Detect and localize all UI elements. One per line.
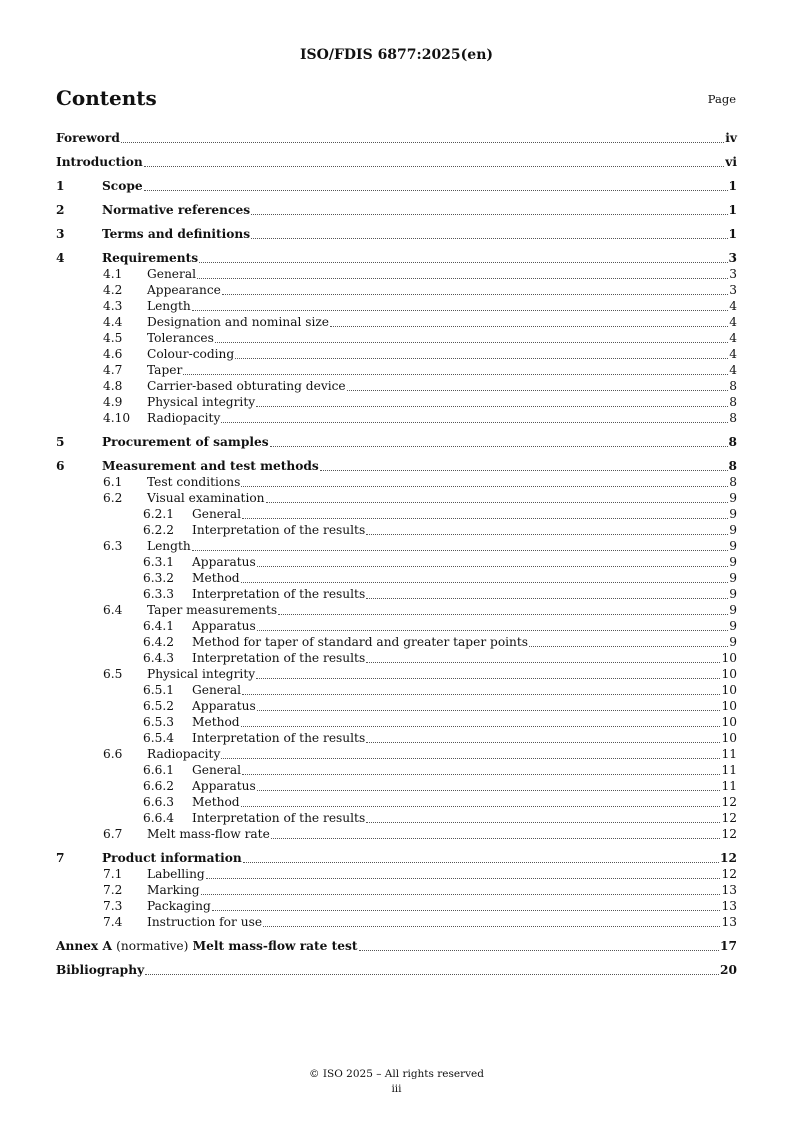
toc-entry-title	[192, 618, 256, 634]
toc-entry-title	[147, 866, 205, 882]
toc-entry[interactable]	[56, 762, 737, 778]
toc-dot-leader	[320, 469, 728, 471]
toc-entry[interactable]	[56, 746, 737, 762]
toc-entry-page: iv	[725, 131, 737, 145]
toc-entry-number: 6.5	[103, 667, 123, 681]
toc-entry-title	[147, 666, 255, 682]
toc-dot-leader	[257, 789, 721, 791]
toc-dot-leader	[241, 485, 728, 487]
toc-entry-title-text: Apparatus	[192, 555, 256, 569]
toc-entry-number: 6.3.1	[143, 555, 175, 569]
toc-entry-number: 4.6	[103, 347, 123, 361]
toc-entry-page: 1	[728, 179, 737, 193]
toc-entry-title	[102, 250, 198, 266]
toc-entry-number: 6.4.3	[143, 651, 175, 665]
toc-dot-leader	[366, 741, 720, 743]
toc-entry-page: 4	[729, 363, 737, 377]
toc-dot-leader	[270, 445, 728, 447]
toc-entry-number: 6.4.2	[143, 635, 175, 649]
toc-entry-title	[147, 746, 220, 762]
toc-entry-title-text: Designation and nominal size	[147, 315, 330, 329]
toc-entry-title	[147, 898, 211, 914]
toc-dot-leader	[257, 709, 721, 711]
toc-entry[interactable]	[56, 506, 737, 522]
toc-entry-page: 9	[729, 539, 737, 553]
toc-entry-title	[192, 522, 365, 538]
toc-dot-leader	[215, 341, 728, 343]
toc-entry-number: 2	[56, 203, 65, 217]
toc-entry-page: 9	[729, 507, 737, 521]
toc-entry-title-text: Terms and definitions	[102, 227, 251, 241]
toc-entry-title-text: Tolerances	[147, 331, 214, 345]
toc-entry-page: 13	[721, 883, 737, 897]
toc-entry[interactable]	[56, 226, 737, 242]
toc-entry-title	[102, 434, 269, 450]
toc-entry-title	[147, 298, 191, 314]
toc-entry-title-text: Procurement of samples	[102, 435, 269, 449]
toc-entry[interactable]	[56, 794, 737, 810]
toc-entry-page: 12	[721, 811, 737, 825]
toc-entry-title-text: Introduction	[56, 155, 143, 169]
toc-entry-page: 10	[721, 667, 737, 681]
toc-entry-title	[56, 962, 144, 978]
page-number: iii	[391, 1083, 402, 1095]
toc-entry[interactable]	[56, 570, 737, 586]
toc-entry[interactable]	[56, 346, 737, 362]
toc-dot-leader	[251, 237, 727, 239]
toc-entry-title	[102, 202, 250, 218]
toc-entry[interactable]	[56, 330, 737, 346]
toc-entry-title-text: Method	[192, 571, 240, 585]
toc-entry-page: 1	[728, 227, 737, 241]
toc-entry-number: 5	[56, 435, 65, 449]
toc-dot-leader	[366, 597, 728, 599]
toc-entry-number: 4.10	[103, 411, 131, 425]
toc-entry-number: 4.2	[103, 283, 123, 297]
toc-entry-title-text: Length	[147, 539, 191, 553]
toc-entry[interactable]	[56, 850, 737, 866]
toc-entry-number: 3	[56, 227, 65, 241]
toc-entry-page: vi	[725, 155, 737, 169]
toc-entry-title-text: Labelling	[147, 867, 205, 881]
toc-entry-page: 3	[729, 267, 737, 281]
toc-dot-leader	[192, 549, 729, 551]
toc-dot-leader	[192, 309, 729, 311]
toc-entry-title-text: Packaging	[147, 899, 211, 913]
toc-dot-leader	[235, 357, 728, 359]
toc-entry-page: 10	[721, 715, 737, 729]
toc-entry-title-text: Bibliography	[56, 963, 145, 977]
toc-dot-leader	[366, 661, 720, 663]
toc-entry-title-text: Marking	[147, 883, 200, 897]
toc-entry-title-text: Carrier-based obturating device	[147, 379, 346, 393]
toc-entry-page: 10	[721, 699, 737, 713]
toc-dot-leader	[257, 565, 728, 567]
toc-entry-title-text: Foreword	[56, 131, 120, 145]
toc-dot-leader	[366, 821, 720, 823]
toc-entry-title	[147, 410, 220, 426]
toc-entry[interactable]	[56, 130, 737, 146]
toc-entry-title-text: Measurement and test methods	[102, 459, 319, 473]
toc-entry-number: 6.5.1	[143, 683, 175, 697]
toc-entry-page: 8	[728, 435, 737, 449]
toc-entry-title-text: Requirements	[102, 251, 199, 265]
toc-entry-title-text: Interpretation of the results	[192, 523, 366, 537]
toc-entry-title	[147, 346, 234, 362]
toc-entry-title-text: Annex A	[56, 939, 112, 953]
toc-entry-number: 4.1	[103, 267, 123, 281]
toc-entry-title	[147, 266, 196, 282]
toc-entry-number: 6.1	[103, 475, 123, 489]
toc-entry[interactable]	[56, 866, 737, 882]
toc-entry-page: 11	[721, 779, 737, 793]
toc-entry-number: 4.3	[103, 299, 123, 313]
toc-entry-title-text: Colour-coding	[147, 347, 235, 361]
toc-entry-page: 9	[729, 555, 737, 569]
toc-dot-leader	[206, 877, 721, 879]
toc-entry[interactable]	[56, 282, 737, 298]
toc-entry-page: 13	[721, 899, 737, 913]
toc-entry-title-text: Length	[147, 299, 191, 313]
toc-entry-number: 7.1	[103, 867, 123, 881]
toc-entry-number: 6.6.2	[143, 779, 175, 793]
toc-entry-page: 8	[729, 395, 737, 409]
toc-entry-title	[147, 538, 191, 554]
contents-title: Contents	[56, 86, 157, 110]
toc-entry[interactable]	[56, 682, 737, 698]
toc-entry[interactable]	[56, 538, 737, 554]
toc-dot-leader	[242, 693, 720, 695]
toc-entry-title-text: General	[192, 507, 241, 521]
toc-entry-title-text: Taper measurements	[147, 603, 278, 617]
toc-entry-page: 8	[729, 379, 737, 393]
toc-dot-leader	[529, 645, 728, 647]
toc-entry-title-text: Visual examination	[147, 491, 265, 505]
toc-entry-title	[147, 330, 214, 346]
toc-entry-page: 3	[729, 283, 737, 297]
toc-entry-title	[147, 882, 200, 898]
toc-dot-leader	[145, 973, 719, 975]
toc-entry-title-text: Instruction for use	[147, 915, 263, 929]
toc-entry-title	[147, 314, 329, 330]
document-header: ISO/FDIS 6877:2025(en)	[299, 47, 493, 63]
annex-type-label: (normative)	[116, 939, 189, 953]
toc-dot-leader	[251, 213, 727, 215]
toc-entry-number: 1	[56, 179, 65, 193]
toc-dot-leader	[256, 405, 728, 407]
toc-entry-title	[192, 570, 240, 586]
toc-entry-title-text: Product information	[102, 851, 242, 865]
toc-entry-page: 9	[729, 523, 737, 537]
toc-dot-leader	[359, 949, 720, 951]
toc-entry[interactable]	[56, 154, 737, 170]
toc-entry-page: 4	[729, 331, 737, 345]
toc-entry-number: 4.8	[103, 379, 123, 393]
toc-entry-title-text: General	[192, 683, 241, 697]
toc-entry-title	[147, 914, 262, 930]
toc-entry-title	[147, 362, 182, 378]
toc-entry-number: 6	[56, 459, 65, 473]
toc-entry-page: 8	[729, 411, 737, 425]
toc-entry-number: 4	[56, 251, 65, 265]
toc-entry-title	[192, 794, 240, 810]
toc-entry-title	[102, 178, 143, 194]
toc-dot-leader	[266, 501, 729, 503]
toc-entry-page: 8	[729, 475, 737, 489]
toc-entry-title	[147, 490, 265, 506]
toc-entry-title	[192, 634, 528, 650]
toc-dot-leader	[201, 893, 721, 895]
toc-dot-leader	[256, 677, 720, 679]
toc-entry-number: 6.6.3	[143, 795, 175, 809]
toc-entry[interactable]	[56, 882, 737, 898]
toc-entry-title	[56, 938, 358, 954]
toc-entry[interactable]	[56, 522, 737, 538]
toc-dot-leader	[366, 533, 728, 535]
toc-entry-number: 7.3	[103, 899, 123, 913]
toc-entry-number: 7.2	[103, 883, 123, 897]
toc-entry[interactable]	[56, 250, 737, 266]
toc-entry-number: 6.5.2	[143, 699, 175, 713]
toc-entry[interactable]	[56, 666, 737, 682]
toc-entry-title-text: Method for taper of standard and greater taper points	[192, 635, 529, 649]
toc-dot-leader	[212, 909, 721, 911]
toc-entry-number: 6.4.1	[143, 619, 175, 633]
toc-entry[interactable]	[56, 410, 737, 426]
toc-entry-number: 6.4	[103, 603, 123, 617]
toc-dot-leader	[278, 613, 728, 615]
toc-entry-title	[192, 586, 365, 602]
toc-entry-title	[192, 554, 256, 570]
toc-entry-page: 4	[729, 315, 737, 329]
toc-entry[interactable]	[56, 618, 737, 634]
toc-entry[interactable]	[56, 602, 737, 618]
toc-dot-leader	[243, 861, 719, 863]
toc-entry-number: 6.7	[103, 827, 123, 841]
toc-entry-title-text: Radiopacity	[147, 747, 221, 761]
toc-dot-leader	[221, 421, 728, 423]
toc-entry[interactable]	[56, 554, 737, 570]
toc-entry-title-text: Interpretation of the results	[192, 731, 366, 745]
toc-dot-leader	[241, 725, 721, 727]
toc-entry-page: 13	[721, 915, 737, 929]
toc-entry-page: 9	[729, 619, 737, 633]
toc-dot-leader	[271, 837, 721, 839]
toc-entry-title-text: Apparatus	[192, 619, 256, 633]
toc-entry-title	[102, 458, 319, 474]
page-column-label: Page	[707, 92, 736, 106]
toc-dot-leader	[242, 773, 720, 775]
toc-entry-number: 7	[56, 851, 65, 865]
toc-dot-leader	[183, 373, 728, 375]
toc-entry-title-text: Apparatus	[192, 779, 256, 793]
toc-entry-page: 17	[720, 939, 737, 953]
toc-entry-title-text: General	[147, 267, 196, 281]
toc-entry-page: 4	[729, 299, 737, 313]
toc-entry-title	[192, 714, 240, 730]
toc-entry-title-text: Appearance	[147, 283, 221, 297]
table-of-contents	[56, 128, 737, 978]
toc-entry-title-text: Method	[192, 795, 240, 809]
toc-dot-leader	[257, 629, 728, 631]
toc-entry-title-text: Taper	[147, 363, 183, 377]
toc-entry-number: 6.3	[103, 539, 123, 553]
toc-entry[interactable]	[56, 914, 737, 930]
toc-entry-page: 9	[729, 571, 737, 585]
toc-entry-title	[192, 778, 256, 794]
toc-entry-page: 10	[721, 731, 737, 745]
toc-dot-leader	[242, 517, 728, 519]
toc-dot-leader	[330, 325, 728, 327]
toc-entry-title	[192, 698, 256, 714]
toc-entry[interactable]	[56, 778, 737, 794]
toc-entry-number: 4.5	[103, 331, 123, 345]
toc-entry-title	[192, 650, 365, 666]
toc-entry[interactable]	[56, 730, 737, 746]
toc-entry-title-text: Apparatus	[192, 699, 256, 713]
toc-entry-title	[147, 826, 270, 842]
toc-entry-number: 6.3.2	[143, 571, 175, 585]
toc-entry-page: 20	[720, 963, 737, 977]
toc-entry-number: 6.5.4	[143, 731, 175, 745]
toc-entry[interactable]	[56, 178, 737, 194]
toc-entry-title	[147, 282, 221, 298]
toc-entry-title	[102, 226, 250, 242]
toc-entry-page: 12	[721, 867, 737, 881]
toc-entry[interactable]	[56, 394, 737, 410]
toc-entry[interactable]	[56, 266, 737, 282]
toc-entry-title	[56, 130, 120, 146]
toc-entry[interactable]	[56, 698, 737, 714]
toc-entry-page: 1	[728, 203, 737, 217]
toc-entry[interactable]	[56, 938, 737, 954]
toc-entry-number: 6.6.4	[143, 811, 175, 825]
toc-entry-page: 12	[721, 795, 737, 809]
toc-entry-title-text: Physical integrity	[147, 667, 256, 681]
toc-entry-page: 9	[729, 587, 737, 601]
toc-entry[interactable]	[56, 962, 737, 978]
toc-entry[interactable]	[56, 298, 737, 314]
toc-entry[interactable]	[56, 826, 737, 842]
toc-entry[interactable]	[56, 458, 737, 474]
toc-entry-title-text: Radiopacity	[147, 411, 221, 425]
toc-entry-number: 6.2.2	[143, 523, 175, 537]
toc-entry-number: 6.6	[103, 747, 123, 761]
toc-entry-page: 9	[729, 635, 737, 649]
toc-entry-page: 11	[721, 747, 737, 761]
toc-entry[interactable]	[56, 634, 737, 650]
toc-entry-number: 6.5.3	[143, 715, 175, 729]
toc-entry-number: 6.2	[103, 491, 123, 505]
toc-dot-leader	[241, 805, 721, 807]
toc-dot-leader	[121, 141, 724, 143]
toc-dot-leader	[199, 261, 727, 263]
toc-entry-page: 12	[721, 827, 737, 841]
toc-entry-page: 3	[728, 251, 737, 265]
toc-entry[interactable]	[56, 898, 737, 914]
toc-entry-title	[147, 394, 255, 410]
toc-entry-number: 4.4	[103, 315, 123, 329]
toc-dot-leader	[144, 165, 724, 167]
toc-dot-leader	[221, 757, 720, 759]
toc-entry-title	[147, 474, 240, 490]
toc-entry-page: 9	[729, 603, 737, 617]
toc-entry-page: 10	[721, 683, 737, 697]
copyright-notice: © ISO 2025 – All rights reserved	[309, 1068, 484, 1080]
toc-entry-page: 4	[729, 347, 737, 361]
toc-entry-title	[192, 810, 365, 826]
toc-entry[interactable]	[56, 202, 737, 218]
toc-entry[interactable]	[56, 362, 737, 378]
toc-dot-leader	[263, 925, 720, 927]
toc-entry-title-text: Physical integrity	[147, 395, 256, 409]
toc-dot-leader	[347, 389, 729, 391]
toc-entry[interactable]	[56, 314, 737, 330]
toc-dot-leader	[241, 581, 729, 583]
toc-entry-number: 6.6.1	[143, 763, 175, 777]
toc-entry[interactable]	[56, 586, 737, 602]
toc-entry-title	[192, 762, 241, 778]
toc-entry-title-text: Normative references	[102, 203, 251, 217]
toc-entry-title-text: Interpretation of the results	[192, 587, 366, 601]
toc-entry-number: 6.3.3	[143, 587, 175, 601]
toc-entry-title-text: Interpretation of the results	[192, 651, 366, 665]
toc-entry-page: 10	[721, 651, 737, 665]
toc-entry[interactable]	[56, 810, 737, 826]
toc-entry-title-text: Interpretation of the results	[192, 811, 366, 825]
toc-entry-page: 9	[729, 491, 737, 505]
toc-entry[interactable]	[56, 490, 737, 506]
toc-dot-leader	[197, 277, 728, 279]
toc-dot-leader	[222, 293, 728, 295]
toc-entry-title-text: Scope	[102, 179, 143, 193]
toc-dot-leader	[144, 189, 728, 191]
toc-entry-title-text: General	[192, 763, 241, 777]
page-footer	[0, 1067, 793, 1097]
toc-entry[interactable]	[56, 650, 737, 666]
annex-title: Melt mass-flow rate test	[192, 939, 358, 953]
toc-entry-title	[192, 730, 365, 746]
toc-entry-title-text: Method	[192, 715, 240, 729]
toc-entry-page: 8	[728, 459, 737, 473]
toc-entry-title	[147, 602, 277, 618]
toc-entry-number: 4.7	[103, 363, 123, 377]
toc-entry-title-text: Test conditions	[147, 475, 241, 489]
toc-entry[interactable]	[56, 434, 737, 450]
toc-entry[interactable]	[56, 378, 737, 394]
toc-entry-title	[102, 850, 242, 866]
toc-entry-title	[147, 378, 346, 394]
toc-entry-title-text: Melt mass-flow rate	[147, 827, 270, 841]
toc-entry-title	[192, 682, 241, 698]
toc-entry-number: 6.2.1	[143, 507, 175, 521]
toc-entry[interactable]	[56, 474, 737, 490]
toc-entry-title	[192, 506, 241, 522]
toc-entry-number: 7.4	[103, 915, 123, 929]
toc-entry-title	[56, 154, 143, 170]
toc-entry-page: 12	[720, 851, 737, 865]
toc-entry-page: 11	[721, 763, 737, 777]
toc-entry[interactable]	[56, 714, 737, 730]
toc-entry-number: 4.9	[103, 395, 123, 409]
